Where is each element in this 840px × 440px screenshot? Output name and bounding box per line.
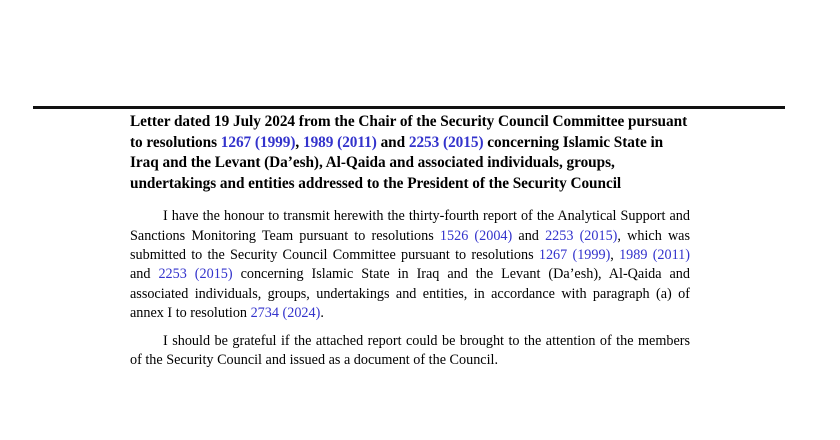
heading-resolution-link-1989-2011[interactable]: 1989 (2011) bbox=[302, 133, 377, 151]
body-text-terminator: . bbox=[320, 304, 324, 321]
document-content bbox=[130, 112, 690, 371]
paragraph-lead-text: I have the honour to transmit herewith the thirty-fourth report of the Analytical Support and Sanctions Monitoring Team pursuant to resolutions bbox=[130, 208, 690, 244]
body-resolution-link-2253-2015-a[interactable]: 2253 (2015) bbox=[545, 227, 618, 244]
heading-resolution-link-2253-2015[interactable]: 2253 (2015) bbox=[408, 133, 484, 151]
paragraph-request: I should be grateful if the attached report could be brought to the attention of the members of the Security Council and issued as a document of the Council. bbox=[130, 333, 690, 369]
heading-segment-tail: concerning Islamic State in Iraq and the Levant (Da’esh), Al-Qaida and associated individuals, groups, undertakings and entities addressed to the President of the Security Council bbox=[130, 133, 664, 192]
heading-segment-text: Letter dated 19 July 2024 from the Chair of the Security Council Committee pursuant to resolutions bbox=[130, 113, 688, 151]
header-divider-rule bbox=[33, 106, 785, 109]
body-resolution-link-2253-2015-b[interactable]: 2253 (2015) bbox=[158, 266, 233, 283]
body-text-conjunction-1: and bbox=[512, 227, 546, 244]
paragraph-transmittal bbox=[130, 207, 690, 323]
body-resolution-link-2734-2024[interactable]: 2734 (2024) bbox=[250, 304, 321, 321]
document-heading bbox=[130, 112, 690, 194]
body-text-clause-1: , which was submitted to the Security Council Committee pursuant to resolutions bbox=[130, 227, 691, 263]
heading-resolution-link-1267-1999[interactable]: 1267 (1999) bbox=[220, 133, 296, 151]
body-text-clause-2: concerning Islamic State in Iraq and the Levant (Da’esh), Al-Qaida and associated individuals, groups, undertakings and entities, in accordance with paragraph (a) of annex I to resolution bbox=[130, 266, 690, 321]
body-resolution-link-1267-1999[interactable]: 1267 (1999) bbox=[538, 246, 611, 263]
body-text-separator-1: , bbox=[610, 246, 620, 263]
heading-segment-separator: , bbox=[295, 133, 303, 151]
body-resolution-link-1989-2011[interactable]: 1989 (2011) bbox=[619, 246, 690, 263]
body-text-conjunction-2: and bbox=[130, 266, 159, 283]
heading-segment-conjunction: and bbox=[376, 133, 409, 151]
document-body bbox=[130, 207, 690, 370]
body-resolution-link-1526-2004[interactable]: 1526 (2004) bbox=[439, 227, 513, 244]
